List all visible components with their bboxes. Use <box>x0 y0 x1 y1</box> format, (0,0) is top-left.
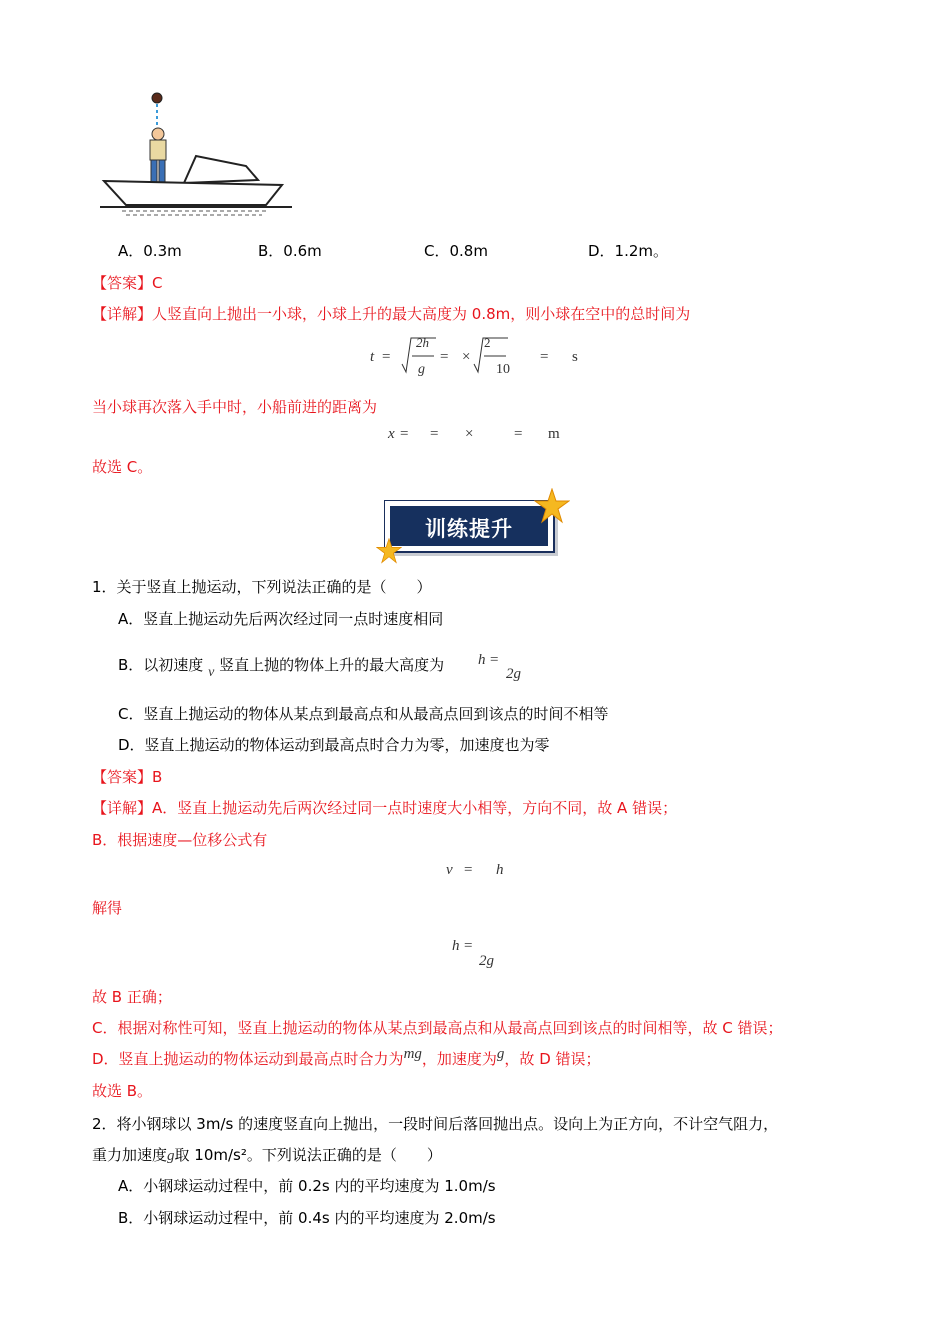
q1-detail-d: D．竖直上抛运动的物体运动到最高点时合力为mg，加速度为g，故 D 错误； <box>92 1046 601 1068</box>
boat-cabin <box>184 156 258 183</box>
detail-line1: 人竖直向上抛出一小球，小球上升的最大高度为 0.8m，则小球在空中的总时间为 <box>152 305 691 323</box>
banner-title: 训练提升 <box>425 517 513 541</box>
prev-conclusion: 故选 C。 <box>92 458 153 476</box>
person <box>150 128 166 182</box>
prev-answer <box>92 272 163 293</box>
prev-detail <box>92 303 690 324</box>
answer-tag: 【答案】 <box>92 274 153 292</box>
star-icon-small <box>376 538 402 564</box>
answer-value: C <box>152 274 163 292</box>
prev-option-a: A．0.3m <box>118 242 182 260</box>
q1-solve: 解得 <box>92 899 123 917</box>
prev-option-c: C．0.8m <box>424 242 488 260</box>
q1-b-correct: 故 B 正确； <box>92 988 172 1006</box>
section-banner <box>384 500 560 558</box>
q1-detail-a: 【详解】A．竖直上抛运动先后两次经过同一点时速度大小相等，方向不同，故 A 错误； <box>92 799 678 817</box>
q2-option-a: A．小钢球运动过程中，前 0.2s 内的平均速度为 1.0m/s <box>118 1177 496 1195</box>
prev-option-d: D．1.2m。 <box>588 242 669 260</box>
q2-stem-2: 重力加速度g取 10m/s²。下列说法正确的是（ ） <box>92 1146 442 1164</box>
prev-option-b: B．0.6m <box>258 242 322 260</box>
q1-b-eq: = <box>490 652 499 668</box>
q2-stem-1: 2．将小钢球以 3m/s 的速度竖直向上抛出，一段时间后落回抛出点。设向上为正方向，不计空气阻力， <box>92 1115 779 1133</box>
q1-stem: 1．关于竖直上抛运动，下列说法正确的是（ ） <box>92 578 432 596</box>
q1-option-b: B．以初速度 v 竖直上抛的物体上升的最大高度为 <box>118 656 445 680</box>
star-icon <box>534 488 570 524</box>
detail-tag: 【详解】 <box>92 305 153 323</box>
q1-option-c: C．竖直上抛运动的物体从某点到最高点和从最高点回到该点的时间不相等 <box>118 705 609 723</box>
q1-b-den: 2g <box>506 666 521 682</box>
q2-option-b: B．小钢球运动过程中，前 0.4s 内的平均速度为 2.0m/s <box>118 1209 496 1227</box>
q1-option-d: D．竖直上抛运动的物体运动到最高点时合力为零，加速度也为零 <box>118 736 550 754</box>
q1-answer: 【答案】B <box>92 768 163 786</box>
q1-option-a: A．竖直上抛运动先后两次经过同一点时速度相同 <box>118 610 444 628</box>
q1-detail-b: B．根据速度—位移公式有 <box>92 831 268 849</box>
q1-detail-c: C．根据对称性可知，竖直上抛运动的物体从某点到最高点和从最高点回到该点的时间相等，故 C 错误； <box>92 1019 783 1037</box>
ball <box>152 93 162 103</box>
q1-conclusion: 故选 B。 <box>92 1082 153 1100</box>
q1-b-h: h <box>478 652 486 668</box>
boat-hull <box>104 181 282 205</box>
boat-figure <box>96 88 296 218</box>
detail-line2: 当小球再次落入手中时，小船前进的距离为 <box>92 398 378 416</box>
